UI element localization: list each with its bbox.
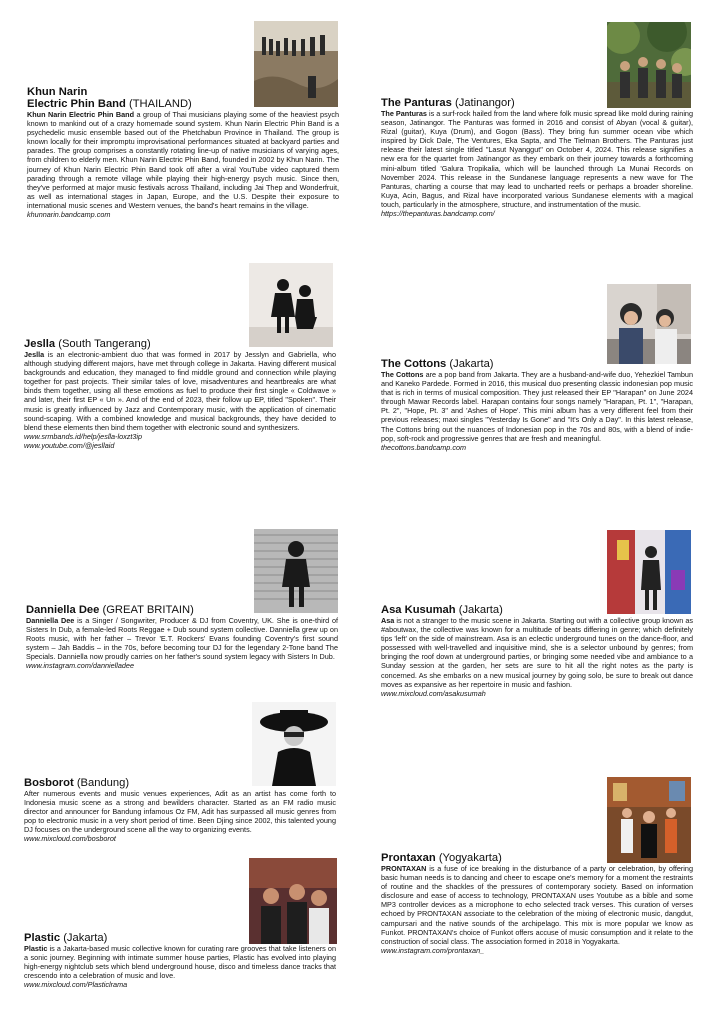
panturas-body: is a surf-rock hailed from the land where folk music spread like mold during raining season, Jatinangor. The Panturas was formed in 2016 and consist of Abyan (vocal & guitar), Rizal (guitar), Kuya (Drum), and Gogon (Bass). They bring fun summer ocean vibe which inspired by Dick Dale, The Ventures, Eka Sapta, and The Tielman Brothers. The Panturas just release their latest single titled "Lasut Nyanggut" on October 4, 2024. This release signifies a new era for the quartet from Jatinangor as they embark on their journey towards a forthcoming mini-album titled 'Galura Tropikalia, which will be launched through La Munai Records on November 2024. This release in the Sundanese language represents a new wave for The Panturas, charting a course that may lead to uncharted reefs or perhaps a broader shoreline. Kuya, Acin, Bagus, and Rizal have incorporated various Sundanese elements with a magical touch, particularly in the atmosphere, structure, and instrumentation of the music. <box>381 109 693 209</box>
danniella-lead: Danniella Dee <box>26 616 75 625</box>
khun-narin-name-line1: Khun Narin <box>27 86 88 98</box>
bosborot-section <box>24 777 336 844</box>
jeslla-link-srmbands[interactable]: www.srmbands.id/help/jeslla-loxzt3ip <box>24 431 143 441</box>
danniella-location: (GREAT BRITAIN) <box>102 604 194 616</box>
asa-kusumah-photo <box>607 530 691 614</box>
plastic-body: is a Jakarta-based music collective known for curating rare grooves that take listeners on a sonic journey. Beginning with intimate summer house parties, Plastic has evolved into playing high-energy nightclub sets which blend underground house, disco and timeless dance tracks that crescendo into a celebration of music and love. <box>24 944 336 981</box>
plastic-lead: Plastic <box>24 944 48 953</box>
danniella-description <box>26 616 338 661</box>
panturas-lead: The Panturas <box>381 109 427 118</box>
asa-link[interactable]: www.mixcloud.com/asakusumah <box>381 688 486 698</box>
jeslla-section <box>24 338 336 450</box>
panturas-title <box>381 97 693 109</box>
bosborot-link[interactable]: www.mixcloud.com/bosborot <box>24 834 116 844</box>
panturas-description <box>381 109 693 209</box>
khun-narin-title <box>27 86 339 110</box>
bosborot-photo <box>252 702 336 786</box>
bosborot-description: After numerous events and music venues experiences, Adit as an artist has come forth to Indonesia music scene as a strong and bewilders character. Started as an FM radio music director and announcer for Bandung infamous Oz FM, Adit has surpassed all music genres from pop to electronic music in a very short period of time. Been Djing since 2002, this talented young DJ focuses on the underground scene all the way to organizing events. <box>24 789 336 835</box>
cottons-link[interactable]: thecottons.bandcamp.com <box>381 442 467 452</box>
asa-description <box>381 616 693 689</box>
panturas-name: The Panturas <box>381 97 452 109</box>
khun-narin-body: a group of Thai musicians playing some of the heaviest psych known to mankind out of a crazy homemade sound system. Khun Narin Electric Phin Band is a psychedelic music ensemble based out of the Phetchabun Province in Thailand. The group is known locally for their impromptu improvisational performances situated at backyard parties and parades. The group comprises a constantly rotating line-up of native musicians of varying ages, from children to elderly men. Khun Narin Electric Phin Band, founded in 2002 by Khun Narin. The journey of Khun Narin Electric Phin Band took off after a viral YouTube video captured them parading through a remote village while playing their high-energy psych music. Since then, they've performed at major music festivals across Thailand, including Jai Thep and Wonderfruit, as well as international stages in Japan, Europe, and the U.S. Despite their exposure to international music scenes and Western venues, the band's heart remains in the village. <box>27 110 339 210</box>
asa-body: is not a stranger to the music scene in Jakarta. Starting out with a collective group known as #aboutwax, the collective was known for a multitude of beats differing in genre; which definitely tips 'left' on the side of mainstream. Asa is an eclectic underground tunes on the dance-floor, and possessed with well-travelled and inquisitive mind, she is a selector unbound by genres; from bringing the roof down at underground parties, or bringing some needed vibe and ambiance to a Sunday session at the garden, her sets are sure to hit all the right notes as the party is concerned. As she embarks on a new musical journey by going solo, be sure to break out dance moves as expansive as her repertoire in music and fashion. <box>381 616 693 689</box>
danniella-dee-photo <box>254 529 338 613</box>
khun-narin-lead: Khun Narin Electric Phin Band <box>27 110 135 119</box>
asa-title <box>381 604 693 616</box>
cottons-description <box>381 370 693 443</box>
bosborot-location: (Bandung) <box>76 777 130 789</box>
prontaxan-name: Prontaxan <box>381 852 436 864</box>
the-panturas-photo <box>607 22 691 108</box>
plastic-name: Plastic <box>24 932 61 944</box>
prontaxan-section <box>381 852 693 955</box>
jeslla-location: (South Tangerang) <box>58 338 151 350</box>
danniella-name: Danniella Dee <box>26 604 100 616</box>
prontaxan-lead: PRONTAXAN <box>381 864 427 873</box>
plastic-section <box>24 932 336 989</box>
plastic-link[interactable]: www.mixcloud.com/Plasticlrama <box>24 980 128 990</box>
the-cottons-photo <box>607 284 691 364</box>
cottons-location: (Jakarta) <box>449 358 494 370</box>
khun-narin-link[interactable]: khunnarin.bandcamp.com <box>27 210 111 220</box>
danniella-title <box>26 604 338 616</box>
khun-narin-location: (THAILAND) <box>128 98 192 110</box>
cottons-body: are a pop band from Jakarta. They are a husband-and-wife duo, Yehezkiel Tambun and Kaneko Pardede. Formed in 2016, this musical duo presenting classic indonesian pop music that is rich in terms of musical composition. They just released their EP "Harapan" on June 2024 through Mawar Records label. Harapan contains four songs namely "Harapan, Pt. 1", "Harapan, Pt. 2", "Hope, Pt. 3" and 'Ashes of Hope'. This mini album has a very different feel from their previous releases; maxi singles "Yesterday Is Gone" and "It's Only a Day". In this latest release, The Cottons bring out the nuances of Indonesian pop in the 70s and 80s, with a blend of indie-pop, soft-rock and progressive genres that are fresh and meaningful. <box>381 370 693 443</box>
bosborot-name: Bosborot <box>24 777 74 789</box>
cottons-name: The Cottons <box>381 358 447 370</box>
jeslla-description <box>24 350 336 432</box>
cottons-title <box>381 358 693 370</box>
prontaxan-body: is a fuse of ice breaking in the disturbance of a party or celebration, by offering basic human needs is to dancing and cheer to escape one's memory for a moment the restraints of routine and the shackles of the pressures of contemporary society. Based on information disclosure and ease of access to technology, PRONTAXAN uses Youtube as a bible and some MP3 controller devices as a microphone to echo selected track verses. This curation of verses echoed by PRONTAXAN associate to the celebration of the mixing of electronic music, dangdut, campursari and the native sounds of the archipelago. This mix is more popular we know as Funkot. PRONTAXAN's choice of Funkot offers accuse of music consumption and it relate to the construction of social class. The association formed in 2018 in Yogyakarta. <box>381 864 693 946</box>
prontaxan-title <box>381 852 693 864</box>
khun-narin-name-line2: Electric Phin Band <box>27 98 126 110</box>
khun-narin-section <box>27 86 339 219</box>
prontaxan-photo <box>607 777 691 863</box>
asa-location: (Jakarta) <box>458 604 503 616</box>
jeslla-title <box>24 338 336 350</box>
prontaxan-description <box>381 864 693 946</box>
asa-section <box>381 604 693 698</box>
danniella-link[interactable]: www.instagram.com/dannielladee <box>26 661 134 671</box>
panturas-location: (Jatinangor) <box>454 97 515 109</box>
plastic-description <box>24 944 336 980</box>
danniella-section <box>26 604 338 671</box>
jeslla-lead: Jeslla <box>24 350 45 359</box>
asa-name: Asa Kusumah <box>381 604 456 616</box>
cottons-lead: The Cottons <box>381 370 424 379</box>
panturas-link[interactable]: https://thepanturas.bandcamp.com/ <box>381 209 495 219</box>
panturas-section <box>381 97 693 218</box>
cottons-section <box>381 358 693 452</box>
jeslla-name: Jeslla <box>24 338 56 350</box>
asa-lead: Asa <box>381 616 395 625</box>
jeslla-photo <box>249 263 333 347</box>
plastic-title <box>24 932 336 944</box>
jeslla-link-youtube[interactable]: www.youtube.com/@jesllaid <box>24 440 115 450</box>
bosborot-title <box>24 777 336 789</box>
prontaxan-location: (Yogyakarta) <box>438 852 502 864</box>
plastic-location: (Jakarta) <box>63 932 108 944</box>
prontaxan-link[interactable]: www.instagram.com/prontaxan_ <box>381 945 485 955</box>
danniella-body: is a Singer / Songwriter, Producer & DJ from Coventry, UK. She is one-third of Sisters In Dub, a female-led Roots Reggae + Dub sound system collective. Danniella grew up on Roots music, with her father – Trevor 'E.T. Rockers' Evans founding Coventry's first sound system – Jah Baddis – in the 70s, before becoming tour DJ for the legendary 2-Tone band The Specials. Danniella now proudly carries on her father's sound system legacy with Sisters In Dub. <box>26 616 338 662</box>
jeslla-body: is an electronic-ambient duo that was formed in 2017 by Jesslyn and Gabriella, who although studying different majors, have met through college in Jakarta. Having different musical backgrounds and education, they managed to find middle ground and connection while playing together for past projects. Their similar tales of love, misadventures and heartbreaks are what binds them together, using all these emotions as fuel to produce their first single « Coldwave » and later, their first EP « Un ». And of the end of 2023, their follow up EP, titled "Spoken". Their music is greatly influenced by Jazz and Contemporary music, with the application of cinematic sound-scaping. With a combined knowledge and musical backgrounds, they have decided to blend these elements then bind them together with electronic sound and synthesizers. <box>24 350 336 432</box>
khun-narin-description <box>27 110 339 210</box>
